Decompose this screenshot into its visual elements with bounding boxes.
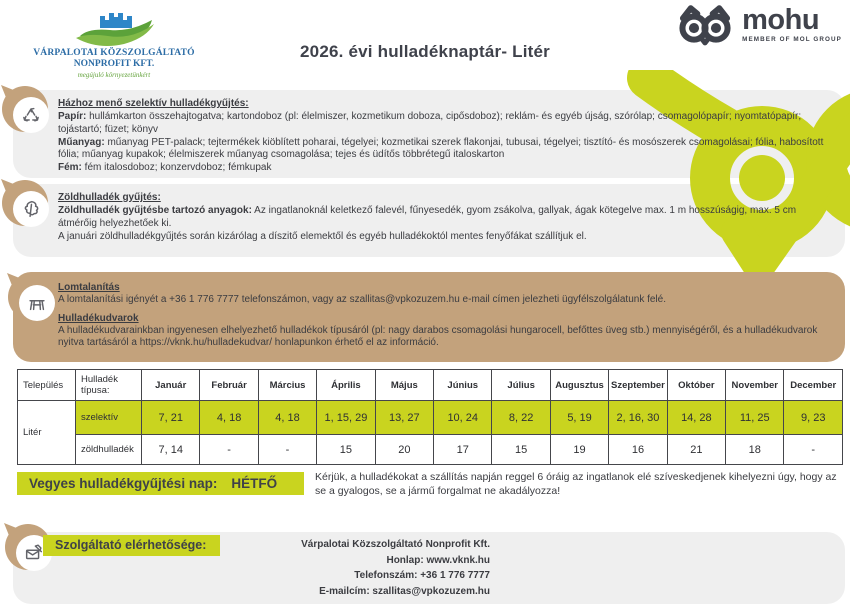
col-month: November [726,370,784,401]
greenwaste-dates: 15 [317,435,375,465]
oak-leaf-icon [13,191,49,227]
mixed-waste-day-label [17,472,304,495]
col-month: Május [375,370,433,401]
mohu-logo [676,5,842,49]
green-waste-section [13,184,845,257]
greenwaste-dates: - [200,435,258,465]
selective-dates: 5, 19 [550,401,608,435]
selective-dates: 4, 18 [258,401,316,435]
company-logo [28,6,200,79]
selective-dates: 10, 24 [434,401,492,435]
page-title: 2026. évi hulladéknaptár- Litér [300,42,550,61]
selective-dates: 13, 27 [375,401,433,435]
collection-calendar-table [17,369,843,465]
greenwaste-dates: 7, 14 [142,435,200,465]
col-month: Augusztus [550,370,608,401]
recycling-icon [13,97,49,133]
contact-email[interactable]: E-mailcím: szallitas@vpkozuzem.hu [319,585,490,597]
greenwaste-dates: 17 [434,435,492,465]
settlement-cell: Litér [18,401,76,465]
selective-dates: 2, 16, 30 [609,401,667,435]
furniture-badge [8,274,54,320]
col-month: Július [492,370,550,401]
greenwaste-row-label: zöldhulladék [76,435,142,465]
provider-label: Szolgáltató elérhetősége: [43,535,220,556]
paper-label: Papír: [58,111,87,123]
green-heading: Zöldhulladék gyűjtés: [58,192,161,203]
company-name-line2: NONPROFIT KFT. [73,59,155,69]
greenwaste-dates: 19 [550,435,608,465]
selective-row [18,401,843,435]
col-month: December [784,370,843,401]
yards-text[interactable]: A hulladékudvarainkban ingyenesen elhelyezhető hulladékok típusáról (pl: nagy darabos csomagolási hungarocell, befőttes üveg stb.) mennyiségéről, és a hulladékudvarok nyitva tartásáról a https://vknk.hu/hulladekudvar/ honlapunkon érhető el az információ. [58,324,818,349]
contact-website[interactable]: Honlap: www.vknk.hu [386,554,490,566]
greenwaste-dates: 15 [492,435,550,465]
metal-line [58,162,831,174]
company-name-line1: VÁRPALOTAI KÖZSZOLGÁLTATÓ [33,48,195,58]
paper-text: hullámkarton összehajtogatva; kartondoboz (pl: élelmiszer, kozmetikum doboza, cipősdoboz); reklám- és egyéb újság, szórólap; csomagolópapír; nyomtatópapír; tojástartó; füzet; könyv [58,111,802,135]
selective-dates: 1, 15, 29 [317,401,375,435]
selective-dates: 11, 25 [726,401,784,435]
mixed-day-text: Vegyes hulladékgyűjtési nap: [29,476,218,491]
col-month: Szeptember [609,370,667,401]
selective-dates: 8, 22 [492,401,550,435]
greenwaste-row [18,435,843,465]
selective-heading: Házhoz menő szelektív hulladékgyűjtés: [58,98,249,109]
col-month: Október [667,370,725,401]
col-waste-type: Hulladék típusa: [76,370,142,401]
placement-note: Kérjük, a hulladékokat a szállítás napján reggel 6 óráig az ingatlanok elé szíveskedjenek kihelyezni úgy, hogy az se a gyalogos, se a jármű forgalmat ne akadályozza! [315,471,837,497]
metal-label: Fém: [58,162,82,174]
selective-dates: 7, 21 [142,401,200,435]
green-january-note: A januári zöldhulladékgyűjtés során kizárólag a díszitő elemektől és egyéb hulladékoktól mentes fenyőfákat szállítjuk el. [58,230,587,242]
greenwaste-dates: 18 [726,435,784,465]
bulky-heading: Lomtalanítás [58,282,120,293]
greenwaste-dates: 16 [609,435,667,465]
plastic-line [58,137,831,162]
company-motto: megújuló környezetünkért [77,71,151,79]
green-materials-line [58,205,831,230]
leaf-badge [2,180,48,226]
bulky-text[interactable]: A lomtalanítási igényét a +36 1 776 7777 telefonszámon, vagy az szallitas@vpkozuzem.hu e-mail címen jelezheti ügyfélszolgálatunk felé. [58,294,666,306]
selective-dates: 14, 28 [667,401,725,435]
yards-heading: Hulladékudvarok [58,312,139,324]
mohu-owl-icon [676,5,734,49]
furniture-icon [19,285,55,321]
mohu-subtitle: MEMBER OF MOL GROUP [742,36,842,43]
bulky-waste-section [13,272,845,362]
contact-company: Várpalotai Közszolgáltató Nonprofit Kft. [301,539,490,550]
green-materials-label: Zöldhulladék gyűjtésbe tartozó anyagok: [58,205,252,217]
col-settlement: Település [18,370,76,401]
selective-dates: 9, 23 [784,401,843,435]
greenwaste-dates: 20 [375,435,433,465]
table-header-row [18,370,843,401]
mohu-wordmark: mohu [742,4,820,36]
greenwaste-dates: - [784,435,843,465]
castle-leaf-logo-icon [66,6,162,48]
selective-dates: 4, 18 [200,401,258,435]
contact-phone: Telefonszám: +36 1 776 7777 [354,570,490,581]
greenwaste-dates: 21 [667,435,725,465]
col-month: Március [258,370,316,401]
recycling-badge [2,86,48,132]
col-month: Január [142,370,200,401]
col-month: Június [434,370,492,401]
selective-collection-section [13,90,845,178]
green-materials-text: Az ingatlanoknál keletkező falevél, fűnyesedék, gyom zsákolva, gallyak, ágak kötegelve max. 1 m hosszúságig, max. 5 cm átmérőig helyezhetőek ki. [58,205,797,229]
contact-block [255,537,490,599]
paper-line [58,111,831,136]
metal-text: fém italosdoboz; konzervdoboz; fémkupak [81,162,272,174]
plastic-label: Műanyag: [58,136,105,148]
greenwaste-dates: - [258,435,316,465]
selective-row-label: szelektív [76,401,142,435]
col-month: Április [317,370,375,401]
plastic-text: műanyag PET-palack; tejtermékek kiöblített poharai, tégelyei; kozmetikai szerek flakonjai, tubusai, tégelyei; tisztító- és mosószerek csomagolásai; fólia, habosított fólia; műanyag kupakok; élelmiszerek műanyag csomagolása; tejes és üdítős többrétegű italoskarton [58,136,824,161]
mixed-day-value: HÉTFŐ [231,476,278,491]
col-month: Február [200,370,258,401]
